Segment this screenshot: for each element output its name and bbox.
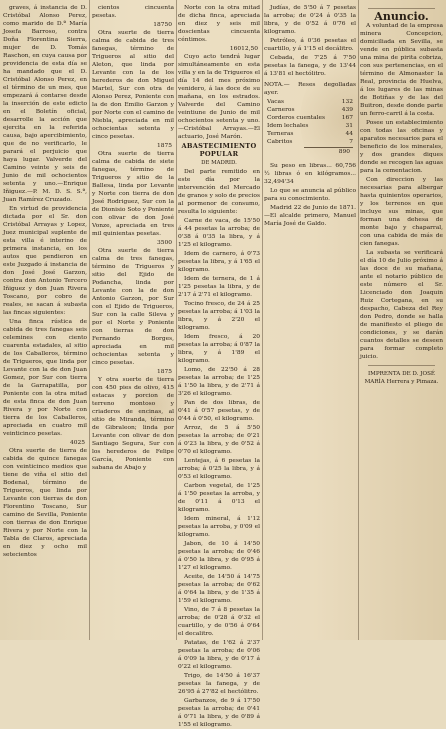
price-item: Idem de ternera, de 1 á 1'25 pesetas la libra, y de 2'17 á 2'71 el kilogramo.: [178, 276, 260, 298]
property-description: cientos cincuenta pesetas.: [92, 5, 174, 19]
property-description: Otra suerte de tierra calma de tres fanegas, término de Trigueros y sitio del Ejido de Podancha, linda por Levante con la de don Antonio Garzon, por Sur con el Ejido de Trigueros, Sur con la calle Sileva y por el Norte y Poniente con tierras de don Fernando Borges, apreciada en mil ochocientas setenta y cinco pesetas.: [92, 248, 174, 366]
price-item: Jabon, de 10 á 14'50 pesetas la arroba; de 0'46 á 0'50 la libra, y de 0'95 á 1'27 el kilogramo.: [178, 541, 260, 571]
price-item: Garbanzos, de 9 á 17'50 pesetas la arroba; de 0'41 á 0'71 la libra, y de 0'89 á 1'55 el kilogramo.: [178, 698, 260, 728]
price-item: Cebada, de 7'25 á 7'50 pesetas la fanega, y de 13'44 á 13'81 el hectólitro.: [264, 55, 356, 77]
property-price: 1875: [157, 143, 172, 149]
property-description: Y otra suerte de tierra con 450 pies de olivo, 415 estacas y porcion de terreno montoso y criaderos de encinas, al sitio de Miranda, término de Gibraleon; linda por Levante con olivar de don Santiago Segura, Sur con los herederos de Felipe García, Poniente con sabana de Abajo y: [92, 377, 174, 471]
list-item-label: Vacas: [267, 99, 285, 105]
auction-notice: Cuyo acto tendrá lugar simultáneamente en esta villa y en la de Trigueros el día 14 del mes próximo venidero, á las doce de su mañana, en los estrados. Valverde del Camino veintiune de Junio de mil ochocientos setenta y uno.—Cristóbal Arrayas.—El actuario, José Marón.: [178, 54, 260, 140]
note-prefix: NOTA.—: [264, 82, 290, 88]
list-item: [264, 138, 356, 146]
list-total: [304, 147, 353, 156]
property-description: Otra suerte de tierra de cabida de quince fanegas con veinticinco medios que tiene de viña el sitio del Bodenal, término de Trigueros, que linda por Levante con tierras de don Florentino Toscano, Sur camino de Sevilla, Poniente con tierras de don Enrique Rivera y por Norte con la Tabla de Claros, apreciada en diez y ocho mil setecientos: [3, 448, 87, 558]
property-price: 4025: [70, 440, 85, 446]
list-total-value: 890: [338, 149, 350, 155]
property-price: 18750: [153, 22, 172, 28]
price-item: Lomo, de 22'50 á 28 pesetas la arroba; de 1'25 á 1'50 la libra, y de 2'71 á 3'26 el kilogramo.: [178, 367, 260, 397]
list-item-value: 439: [341, 107, 353, 113]
list-item-label: Idem lechales: [267, 123, 309, 129]
slaughter-list: [264, 98, 356, 156]
divider: [368, 8, 435, 9]
price-item: Pan de dos libras, de 0'41 á 0'57 pesetas, y de 0'44 á 0'50, el kilogramo.: [178, 400, 260, 422]
property-description: Norte con la otra mitad de dicha finca, apreciada en diez y seis mil doscientas cincuenta céntimos.: [178, 5, 260, 43]
list-item-label: Cabritos: [267, 139, 293, 145]
list-item: [264, 130, 356, 138]
column-rule: [358, 0, 359, 640]
price-item: Trigo, de 14'50 á 16'37 pesetas la fanega, y de 26'95 á 27'82 el hectólitro.: [178, 673, 260, 695]
divider: [368, 365, 435, 366]
list-item: [264, 114, 356, 122]
section-title: ABASTECIMIENTO POPULAR: [181, 142, 257, 158]
column-rule: [176, 0, 177, 640]
price-item: Carne de vaca, de 15'50 á 44 pesetas la arroba; de 0'38 á 0'35 la libra, y á 1'25 el kilogramo.: [178, 218, 260, 248]
slaughter-list-title: [264, 81, 356, 97]
price-item: Lentejas, á 6 pesetas la arroba; á 0'25 la libra, y á 0'53 el kilogramo.: [178, 458, 260, 480]
price-item: Vino, de 7 á 8 pesetas la arroba; de 0'28 á 0'32 el cuartillo, y de 0'56 á 0'64 el decalitro.: [178, 607, 260, 637]
edict-paragraph: graves, á instancia de D. Cristóbal Alonso Perez, como marido de D.ª María Josefa Barroso, contra Doña Florentina Sierra, mujer de D. Tomás Raschon, en cuya causa por providencia de esta día se ha mandado que el D. Cristóbal Alonso Perez, en el término de un mes, que empezará á contarse desde la inserción de este edicto en el Boletín oficial, desarrolle la acción que ejercita en la referida causa, bajo apercibimiento, que de no verificarlo, le parará el perjuicio que haya lugar. Valverde del Camino veinte y seis de Junio de mil ochocientos setenta y uno.—Enrique Iñiguez.—P. M. D. S. S.ª, Juan Ramírez Cruzado.: [3, 5, 87, 203]
announcement-heading: Anuncio.: [374, 10, 429, 23]
weight-summary: Su peso en libras... 60,756 ½ libras ó en kilógramos... 32,494'34: [264, 163, 356, 185]
public-notice: Lo que se anuncia al público para su conocimiento.: [264, 188, 356, 202]
price-item: Tocino fresco, de 24 á 25 pesetas la arroba; á 1'03 la libra, y á 2'20 el kilogramo.: [178, 301, 260, 331]
signature-line: Madrid 22 de Junio de 1871.—El alcalde primero, Manuel María José de Galdo.: [264, 205, 356, 227]
price-item: Idem de carnero, á 0'73 pesetas la libra, y á 1'65 el kilogramo.: [178, 251, 260, 273]
price-item: Patatas, de 1'62 á 2'37 pesetas la arroba; de 0'06 á 0'09 la libra, y de 0'17 á 0'22 el kilogramo.: [178, 640, 260, 670]
announcement-paragraph: Posee un establecimiento con todas las oficinas y aparatos necesarios para el beneficio de los minerales, y dos grandes diques donde se recogen las aguas para la cementacion.: [360, 120, 443, 174]
printer-imprint: IMPRENTA DE D. JOSÉ MARÍA Herrera y Pimaza.: [364, 371, 439, 385]
price-item: Arroz, de 5 á 5'50 pesetas la arroba; de 0'21 á 0'23 la libra, y de 0'52 á 0'70 el kilogramo.: [178, 425, 260, 455]
auction-intro: En virtud de providencia dictada por el Sr. don Cristóbal Arrayas y Lopez, Juez municipal suplente de esta villa é interino de primera instancia, en los autos que pendieron en este Juzgado á instancia de don José José Garzon, contra don Antonio Tercero Iñiguez y don Juan Rivera Toscano, por cobro de reales, se sacan á subasta las fincas siguientes:: [3, 206, 87, 316]
price-item: Petróleo, á 0'36 pesetas el cuartillo, y á 1'15 el decálitro.: [264, 38, 356, 52]
column-2: [92, 4, 174, 636]
list-item-value: 132: [341, 99, 353, 105]
property-price: 16012,50: [229, 46, 258, 52]
column-4: [264, 4, 356, 636]
section-subtitle: DE MADRID.: [201, 160, 237, 166]
list-item: [264, 106, 356, 114]
announcement-paragraph: Con direccion y las necesarias para albergar hasta quinientos operarios, y los terrenos en que incluye sus minas, que forman una dehesa de monte bajo y chaparral, con una cabida de más de cien fanegas.: [360, 177, 443, 247]
price-item: Aceite, de 14'50 á 14'75 pesetas la arroba; de 0'62 á 0'64 la libra, y de 1'35 á 1'59 el kilogramo.: [178, 574, 260, 604]
property-description: Una finca rústica de cabida de tres fanegas seis celemines con ciento cuarenta estadales, al sitio de los Caballeros, término de Trigueros, que linda por Levante con la de don Juan Gomez, por Sur con tierra de la Garrapatilla, por Poniente con la otra mitad de esta finca de don Juan Rivera y por Norte con tierra de los Caballeros, apreciada en cuatro mil veinticinco pesetas.: [3, 319, 87, 437]
announcement-paragraph: A voluntad de la empresa minera Concepcion, domiciliada en Sevilla, se vende en pública subasta una mina de pirita cobriza, con sus pertenencias, en el término de Almonaster la Real, provincia de Huelva, á los lugares de las minas de Botiñas y de las del Buitron, desde donde parte un ferro-carril á la costa.: [360, 23, 443, 117]
list-item-value: 167: [341, 115, 353, 121]
price-item: Idem fresco, á 20 pesetas la arroba; á 0'87 la libra, y á 1'89 el kilogramo.: [178, 334, 260, 364]
column-rule: [262, 0, 263, 640]
list-item-label: Terneras: [267, 131, 294, 137]
list-heading: Reses degolladas ayer.: [264, 82, 356, 96]
market-intro: Del parte remitido en este día por la intervención del Mercado de granos y solo de precios al pormenor de consumo, resulta lo siguiente:: [178, 169, 260, 215]
price-item: Carbon vegetal, de 1'25 á 1'50 pesetas la arroba, y de 0'11 á 0'13 el kilogramo.: [178, 483, 260, 513]
list-item: [264, 122, 356, 130]
price-item: Idem mineral, á 1'12 pesetas la arroba, y 0'09 el kilogramo.: [178, 516, 260, 538]
list-item-value: 31: [345, 123, 353, 129]
column-3: [178, 4, 260, 728]
list-item-label: Carneros: [267, 107, 295, 113]
column-1: [3, 4, 87, 636]
list-item-label: Corderos cuentales: [267, 115, 326, 121]
property-price: 1875: [157, 369, 172, 375]
column-rule: [89, 0, 90, 640]
list-item-value: 44: [345, 131, 353, 137]
column-5: [360, 4, 443, 636]
announcement-paragraph: La subasta se verificará el día 10 de Julio próximo á las doce de su mañana, ante el notario público de este número el Sr. Licenciado don Joaquin Ruiz Cortegana, en su despacho, Cabeza del Rey don Pedro, donde se halla de manifiesto el pliego de condiciones, y se darán cuantos detalles se deseen para formar completo juicio.: [360, 250, 443, 360]
price-item: Judías, de 5'50 á 7 pesetas la arroba; de 0'24 á 0'35 la libra, y de 0'52 á 0'76 el kilogramo.: [264, 5, 356, 35]
property-price: 3500: [157, 240, 172, 246]
property-description: Otra suerte de tierra calma de cabida de siete fanegas, término de Trigueros y sitio de la Ballesa, linda por Levante y Norte con tierra de don José Rodriguez, Sur con la de Dionisio Soto y Poniente con olivar de don José Vonze, apreciada en tres mil quinientas pesetas.: [92, 151, 174, 237]
list-item-value: 7: [349, 139, 353, 145]
property-description: Otra suerte de tierra calma de cabida de tres fanegas, término de Trigueros al sitio del Aleton, que linda por Levante con la de los herederos de don Miguel Martel, Sur con otra de Alonso Perez, Poniente con la de don Emilio Garzon y por Norte con el camino de Niebla, apreciada en mil ochocientas setenta y cinco pesetas.: [92, 30, 174, 140]
list-item: [264, 98, 356, 106]
